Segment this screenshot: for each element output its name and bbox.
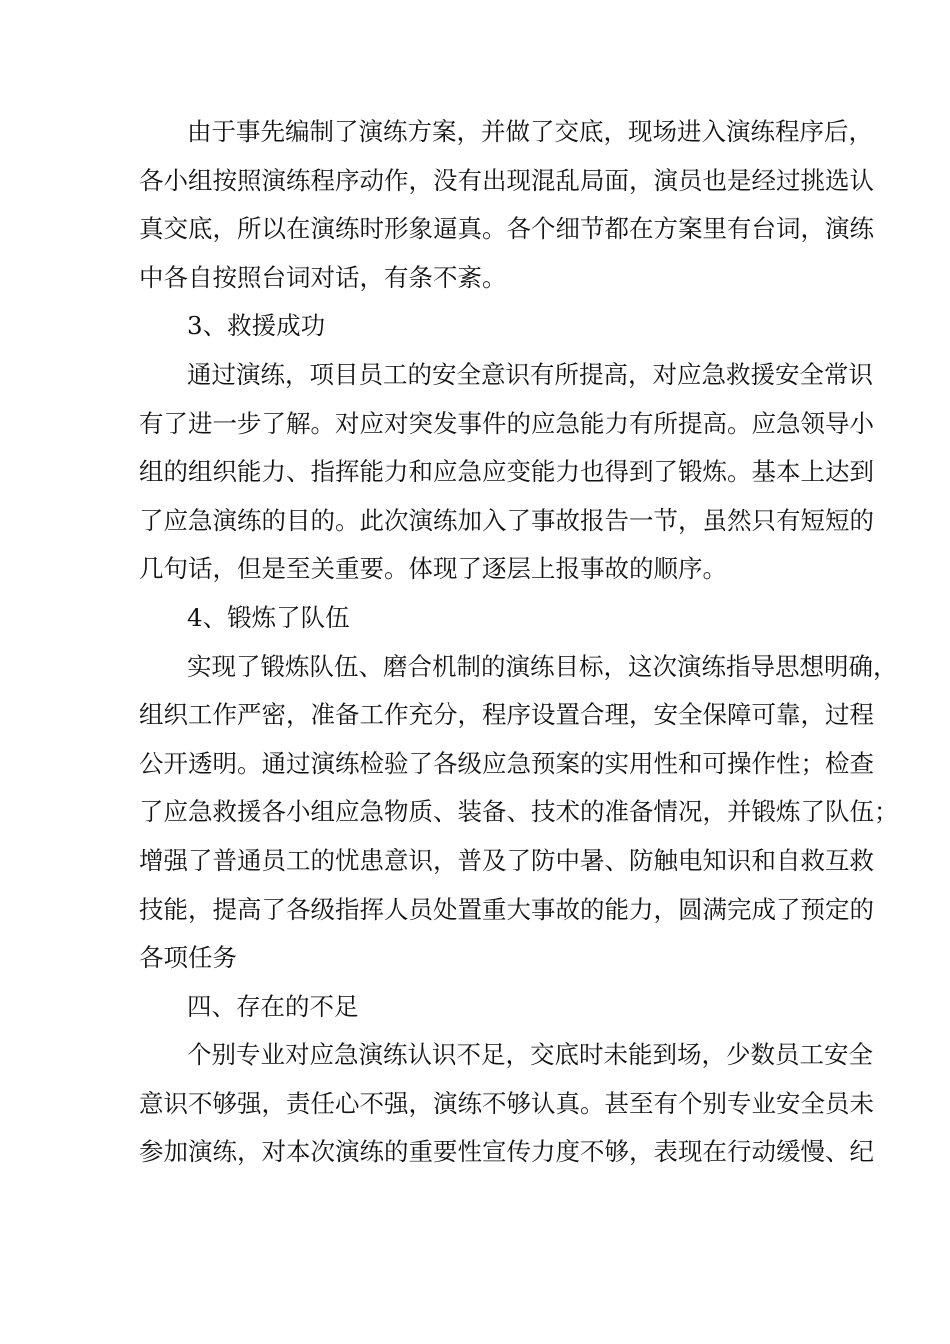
text-line: 个别专业对应急演练认识不足，交底时未能到场，少数员工安全 bbox=[187, 1040, 873, 1070]
section-heading bbox=[139, 983, 819, 1032]
text-line: 真交底，所以在演练时形象逼真。各个细节都在方案里有台词，演练 bbox=[139, 214, 874, 244]
heading-text: 4、锻炼了队伍 bbox=[187, 602, 350, 632]
body-paragraph bbox=[139, 351, 874, 594]
text-line: 组的组织能力、指挥能力和应急应变能力也得到了锻炼。基本上达到 bbox=[139, 457, 874, 487]
text-line: 中各自按照台词对话，有条不紊。 bbox=[139, 262, 507, 292]
heading-text: 3、救援成功 bbox=[187, 311, 326, 341]
document-body bbox=[139, 108, 899, 1177]
section-heading bbox=[139, 594, 819, 643]
text-line: 参加演练，对本次演练的重要性宣传力度不够，表现在行动缓慢、纪 bbox=[139, 1137, 874, 1167]
body-paragraph bbox=[139, 1031, 874, 1177]
body-paragraph bbox=[139, 643, 899, 983]
text-line: 由于事先编制了演练方案，并做了交底，现场进入演练程序后， bbox=[187, 117, 873, 146]
text-line: 有了进一步了解。对应对突发事件的应急能力有所提高。应急领导小 bbox=[139, 408, 874, 438]
heading-text: 四、存在的不足 bbox=[187, 991, 359, 1021]
text-line: 意识不够强，责任心不强，演练不够认真。甚至有个别专业安全员未 bbox=[139, 1088, 874, 1118]
section-heading bbox=[139, 302, 819, 351]
text-line: 几句话，但是至关重要。体现了逐层上报事故的顺序。 bbox=[139, 554, 727, 584]
text-line: 各小组按照演练程序动作，没有出现混乱局面，演员也是经过挑选认 bbox=[139, 165, 874, 195]
text-line: 各项任务 bbox=[139, 943, 237, 973]
text-line: 实现了锻炼队伍、磨合机制的演练目标，这次演练指导思想明确， bbox=[187, 651, 898, 681]
body-paragraph bbox=[139, 108, 874, 302]
text-line: 增强了普通员工的忧患意识，普及了防中暑、防触电知识和自救互救 bbox=[139, 845, 874, 875]
text-line: 技能，提高了各级指挥人员处置重大事故的能力，圆满完成了预定的 bbox=[139, 894, 874, 924]
text-line: 公开透明。通过演练检验了各级应急预案的实用性和可操作性；检查 bbox=[139, 748, 874, 778]
text-line: 组织工作严密，准备工作充分，程序设置合理，安全保障可靠，过程 bbox=[139, 700, 874, 730]
text-line: 通过演练，项目员工的安全意识有所提高，对应急救援安全常识 bbox=[187, 359, 873, 389]
text-line: 了应急救援各小组应急物质、装备、技术的准备情况，并锻炼了队伍； bbox=[139, 797, 899, 827]
text-line: 了应急演练的目的。此次演练加入了事故报告一节，虽然只有短短的 bbox=[139, 505, 874, 535]
